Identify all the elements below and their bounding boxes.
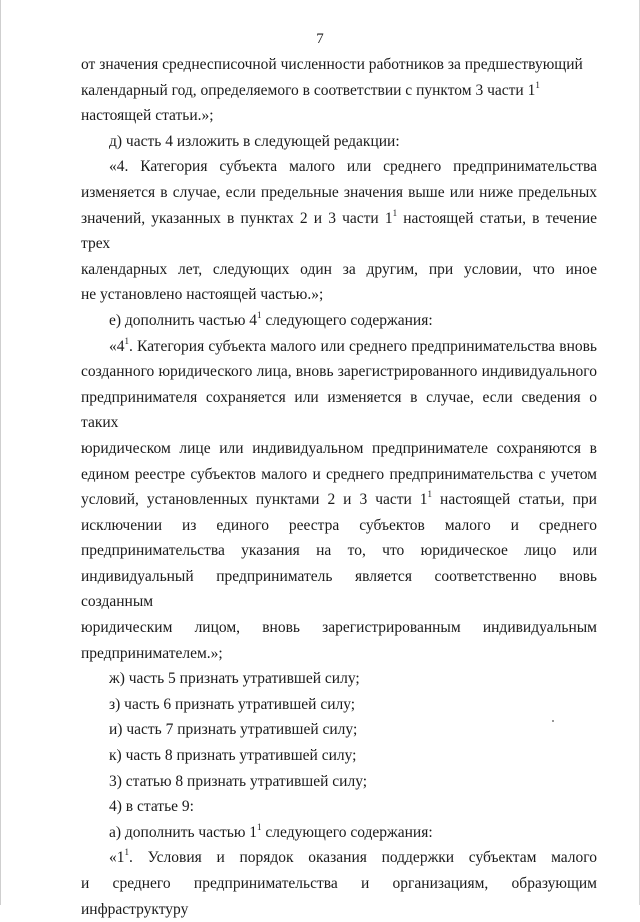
paragraph-item-3: [81, 769, 597, 795]
paragraph-item-e: [81, 308, 597, 334]
text-line: едином реестре субъектов малого и среднего предпринимательства с учетом: [81, 465, 597, 483]
text-line: предпринимательства указания на то, что юридическое лицо или: [81, 542, 597, 560]
paragraph-part-4: [81, 154, 597, 308]
page-number: 7: [316, 31, 324, 47]
text-line: юридическим лицом, вновь зарегистрированным индивидуальным: [81, 619, 597, 637]
text-line: предпринимателем.»;: [81, 644, 223, 662]
text-line: з) часть 6 признать утратившей силу;: [109, 695, 356, 713]
text-line: 3) статью 8 признать утратившей силу;: [109, 772, 368, 790]
text-line: изменяется в случае, если предельные значения выше или ниже предельных: [81, 183, 597, 201]
text-line: не установлено настоящей частью.»;: [81, 286, 324, 304]
text-line: «$1^1$. Условия и порядок оказания поддержки субъектам малого: [109, 847, 597, 867]
text-line: а) дополнить частью $1^1$ следующего содержания:: [109, 821, 433, 841]
text-line: «$4^1$. Категория субъекта малого или среднего предпринимательства вновь: [109, 335, 597, 355]
text-line: е) дополнить частью $4^1$ следующего содержания:: [109, 309, 433, 329]
paragraph-item-zh: [81, 666, 597, 692]
text-line: настоящей статьи.»;: [81, 107, 214, 125]
text-line: календарных лет, следующих один за другим, при условии, что иное: [81, 260, 597, 278]
text-line: условий, установленных пунктами 2 и 3 части $1^1$ настоящей статьи, при: [81, 489, 597, 509]
paragraph-part-4-1: [81, 334, 597, 667]
text-line: предпринимателя сохраняется или изменяется в случае, если сведения о таких: [81, 388, 597, 432]
document-body: [81, 52, 597, 922]
text-line: «4. Категория субъекта малого или среднего предпринимательства: [109, 158, 597, 176]
text-line: от значения среднесписочной численности работников за предшествующий: [81, 56, 583, 73]
scan-speck: [552, 720, 554, 722]
text-line: значений, указанных в пунктах 2 и 3 части $1^1$ настоящей статьи, в течение трех: [81, 207, 597, 253]
text-line: юридическом лице или индивидуальном предпринимателе сохраняются в: [81, 439, 597, 457]
paragraph-item-z: [81, 692, 597, 718]
text-line: и среднего предпринимательства и организациям, образующим инфраструктуру: [81, 875, 597, 918]
paragraph-item-4: [81, 794, 597, 820]
text-line: индивидуальный предприниматель является соответственно вновь созданным: [81, 567, 597, 611]
text-line: исключении из единого реестра субъектов малого и среднего: [81, 516, 597, 534]
paragraph-continuation: [81, 52, 597, 129]
text-line: 4) в статье 9:: [109, 798, 194, 816]
paragraph-item-k: [81, 743, 597, 769]
paragraph-item-i: [81, 717, 597, 743]
paragraph-item-a: [81, 820, 597, 846]
text-line: д) часть 4 изложить в следующей редакции:: [109, 132, 400, 150]
text-line: календарный год, определяемого в соответствии с пунктом 3 части $1^1$: [81, 79, 540, 99]
text-line: к) часть 8 признать утратившей силу;: [109, 747, 357, 765]
text-line: ж) часть 5 признать утратившей силу;: [109, 670, 360, 688]
paragraph-item-d: [81, 129, 597, 155]
text-line: созданного юридического лица, вновь зарегистрированного индивидуального: [81, 363, 597, 381]
text-line: и) часть 7 признать утратившей силу;: [109, 721, 358, 739]
paragraph-part-1-1: [81, 845, 597, 922]
